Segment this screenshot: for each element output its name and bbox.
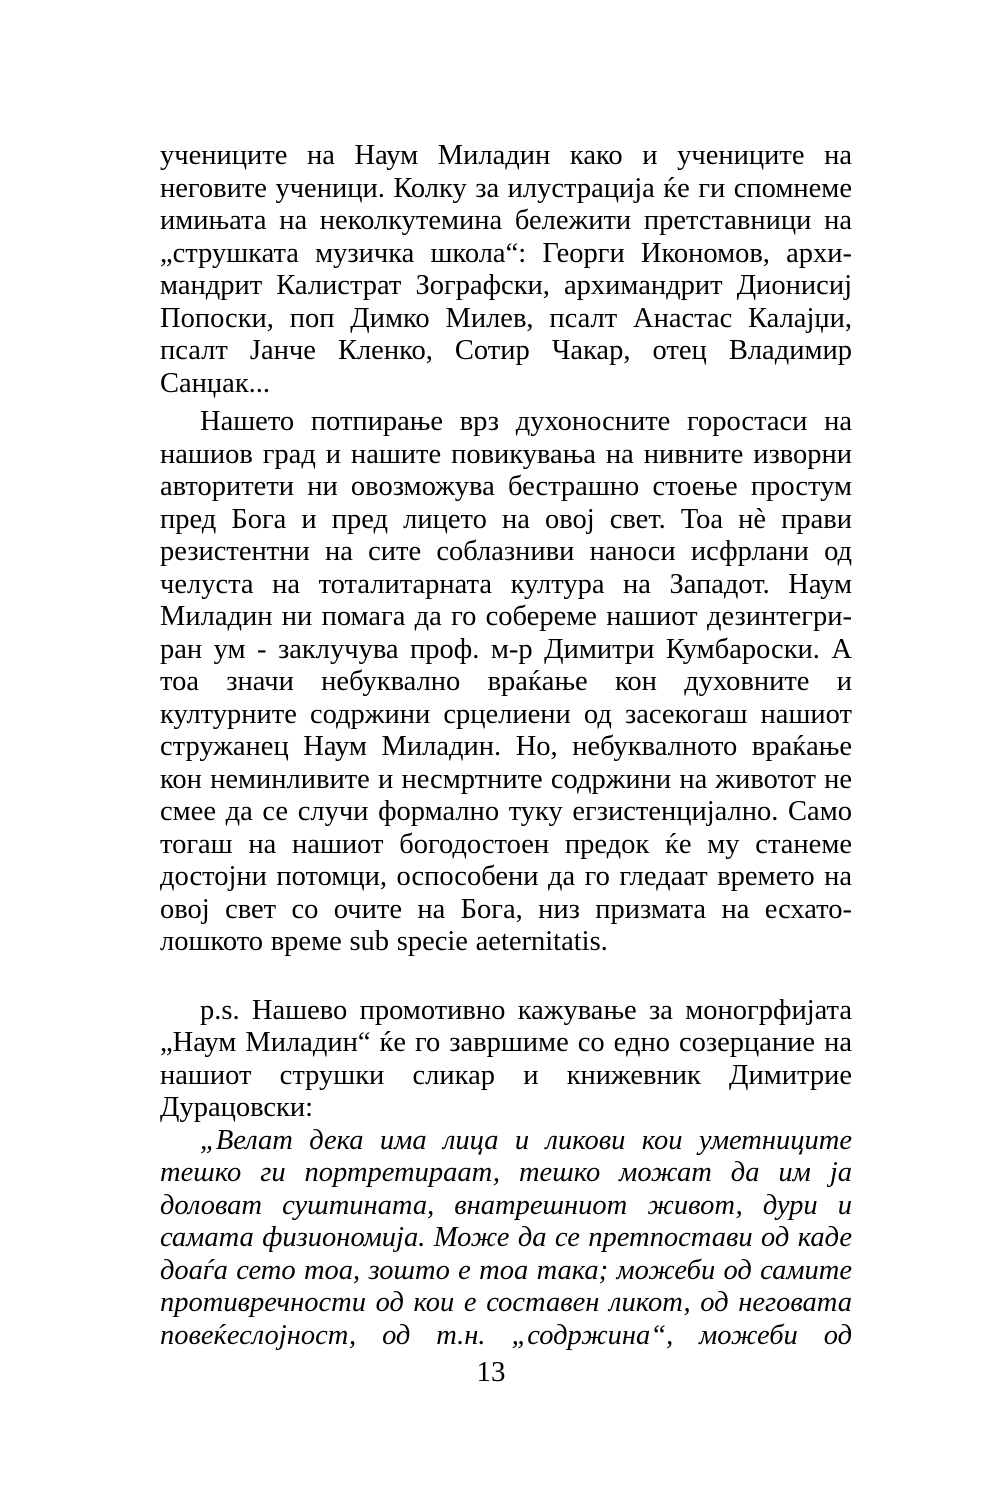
text-line: резистентни на сите соблазниви наноси исфрлани од: [160, 536, 852, 567]
text-line: доловат суштината, внатрешниот живот, дури и: [160, 1189, 852, 1221]
text-line: „струшката музичка школа“: Георги Икономов, архи-: [160, 237, 852, 269]
text-line: кон неминливите и несмртните содржини на животот не: [160, 763, 852, 795]
text-line: неговите ученици. Колку за илустрација ќе ги спомнеме: [160, 172, 852, 204]
text-line: доаѓа сето тоа, зошто е тоа така; можеби од самите: [160, 1254, 852, 1286]
text-line: нашиот струшки сликар и книжевник Димитрие: [160, 1059, 852, 1091]
text-line: имињата на неколкутемина бележити претставници на: [160, 205, 852, 236]
text-line: челуста на тоталитарната култура на Западот. Наум: [160, 568, 852, 600]
text-line: самата физиономија. Може да се претпостави од каде: [160, 1222, 852, 1253]
text-line: тешко ги портретираат, тешко можат да им ја: [160, 1157, 852, 1188]
text-line: Миладин ни помага да го собереме нашиот дезинтегри-: [160, 601, 852, 632]
text-line: Дурацовски:: [160, 1092, 314, 1123]
text-line: противречности од кои е составен ликот, од неговата: [160, 1287, 852, 1318]
text-line: псалт Јанче Кленко, Сотир Чакар, отец Владимир: [160, 335, 852, 366]
text-line: лошкото време sub specie aeternitatis.: [160, 926, 608, 957]
text-line: Санџак...: [160, 367, 271, 399]
text-line: овој свет со очите на Бога, низ призмата на есхато-: [160, 893, 852, 925]
text-line: стружанец Наум Миладин. Но, небуквалното враќање: [160, 731, 852, 762]
text-line: смее да се случи формално туку егзистенцијално. Само: [160, 796, 852, 827]
text-line: p.s. Нашево промотивно кажување за моногрфијата: [200, 994, 852, 1026]
text-line: достојни потомци, оспособени да го гледаат времето на: [160, 861, 852, 892]
text-line: тогаш на нашиот богодостоен предок ќе му станеме: [160, 828, 852, 860]
text-block: [160, 140, 852, 1352]
body-paragraph: [160, 995, 852, 1125]
page-number: 13: [476, 1356, 506, 1388]
text-line: учениците на Наум Миладин како и учениците на: [160, 140, 852, 171]
text-line: ран ум - заклучува проф. м-р Димитри Кумбароски. А: [160, 633, 852, 665]
text-line: „Наум Миладин“ ќе го завршиме со едно созерцание на: [160, 1027, 852, 1058]
quote-paragraph: [160, 1125, 852, 1353]
text-line: пред Бога и пред лицето на овој свет. Тоа нѐ прави: [160, 503, 852, 535]
text-line: Нашето потпирање врз духоносните горостаси на: [200, 406, 852, 437]
text-line: тоа значи небуквално враќање кон духовните и: [160, 666, 852, 697]
text-line: нашиов град и нашите повикувања на нивните изворни: [160, 438, 852, 470]
body-paragraph: [160, 140, 852, 400]
text-line: културните содржини срцелиени од засекогаш нашиот: [160, 698, 852, 730]
text-line: мандрит Калистрат Зографски, архимандрит Дионисиј: [160, 270, 852, 301]
body-paragraph: [160, 406, 852, 959]
text-line: повеќеслојност, од т.н. „содржина“, можеби од: [160, 1319, 852, 1351]
text-line: авторитети ни овозможува бестрашно стоење простум: [160, 471, 852, 502]
text-line: Попоски, поп Димко Милев, псалт Анастас Калајџи,: [160, 302, 852, 334]
text-line: „Велат дека има лица и ликови кои уметниците: [200, 1124, 852, 1156]
